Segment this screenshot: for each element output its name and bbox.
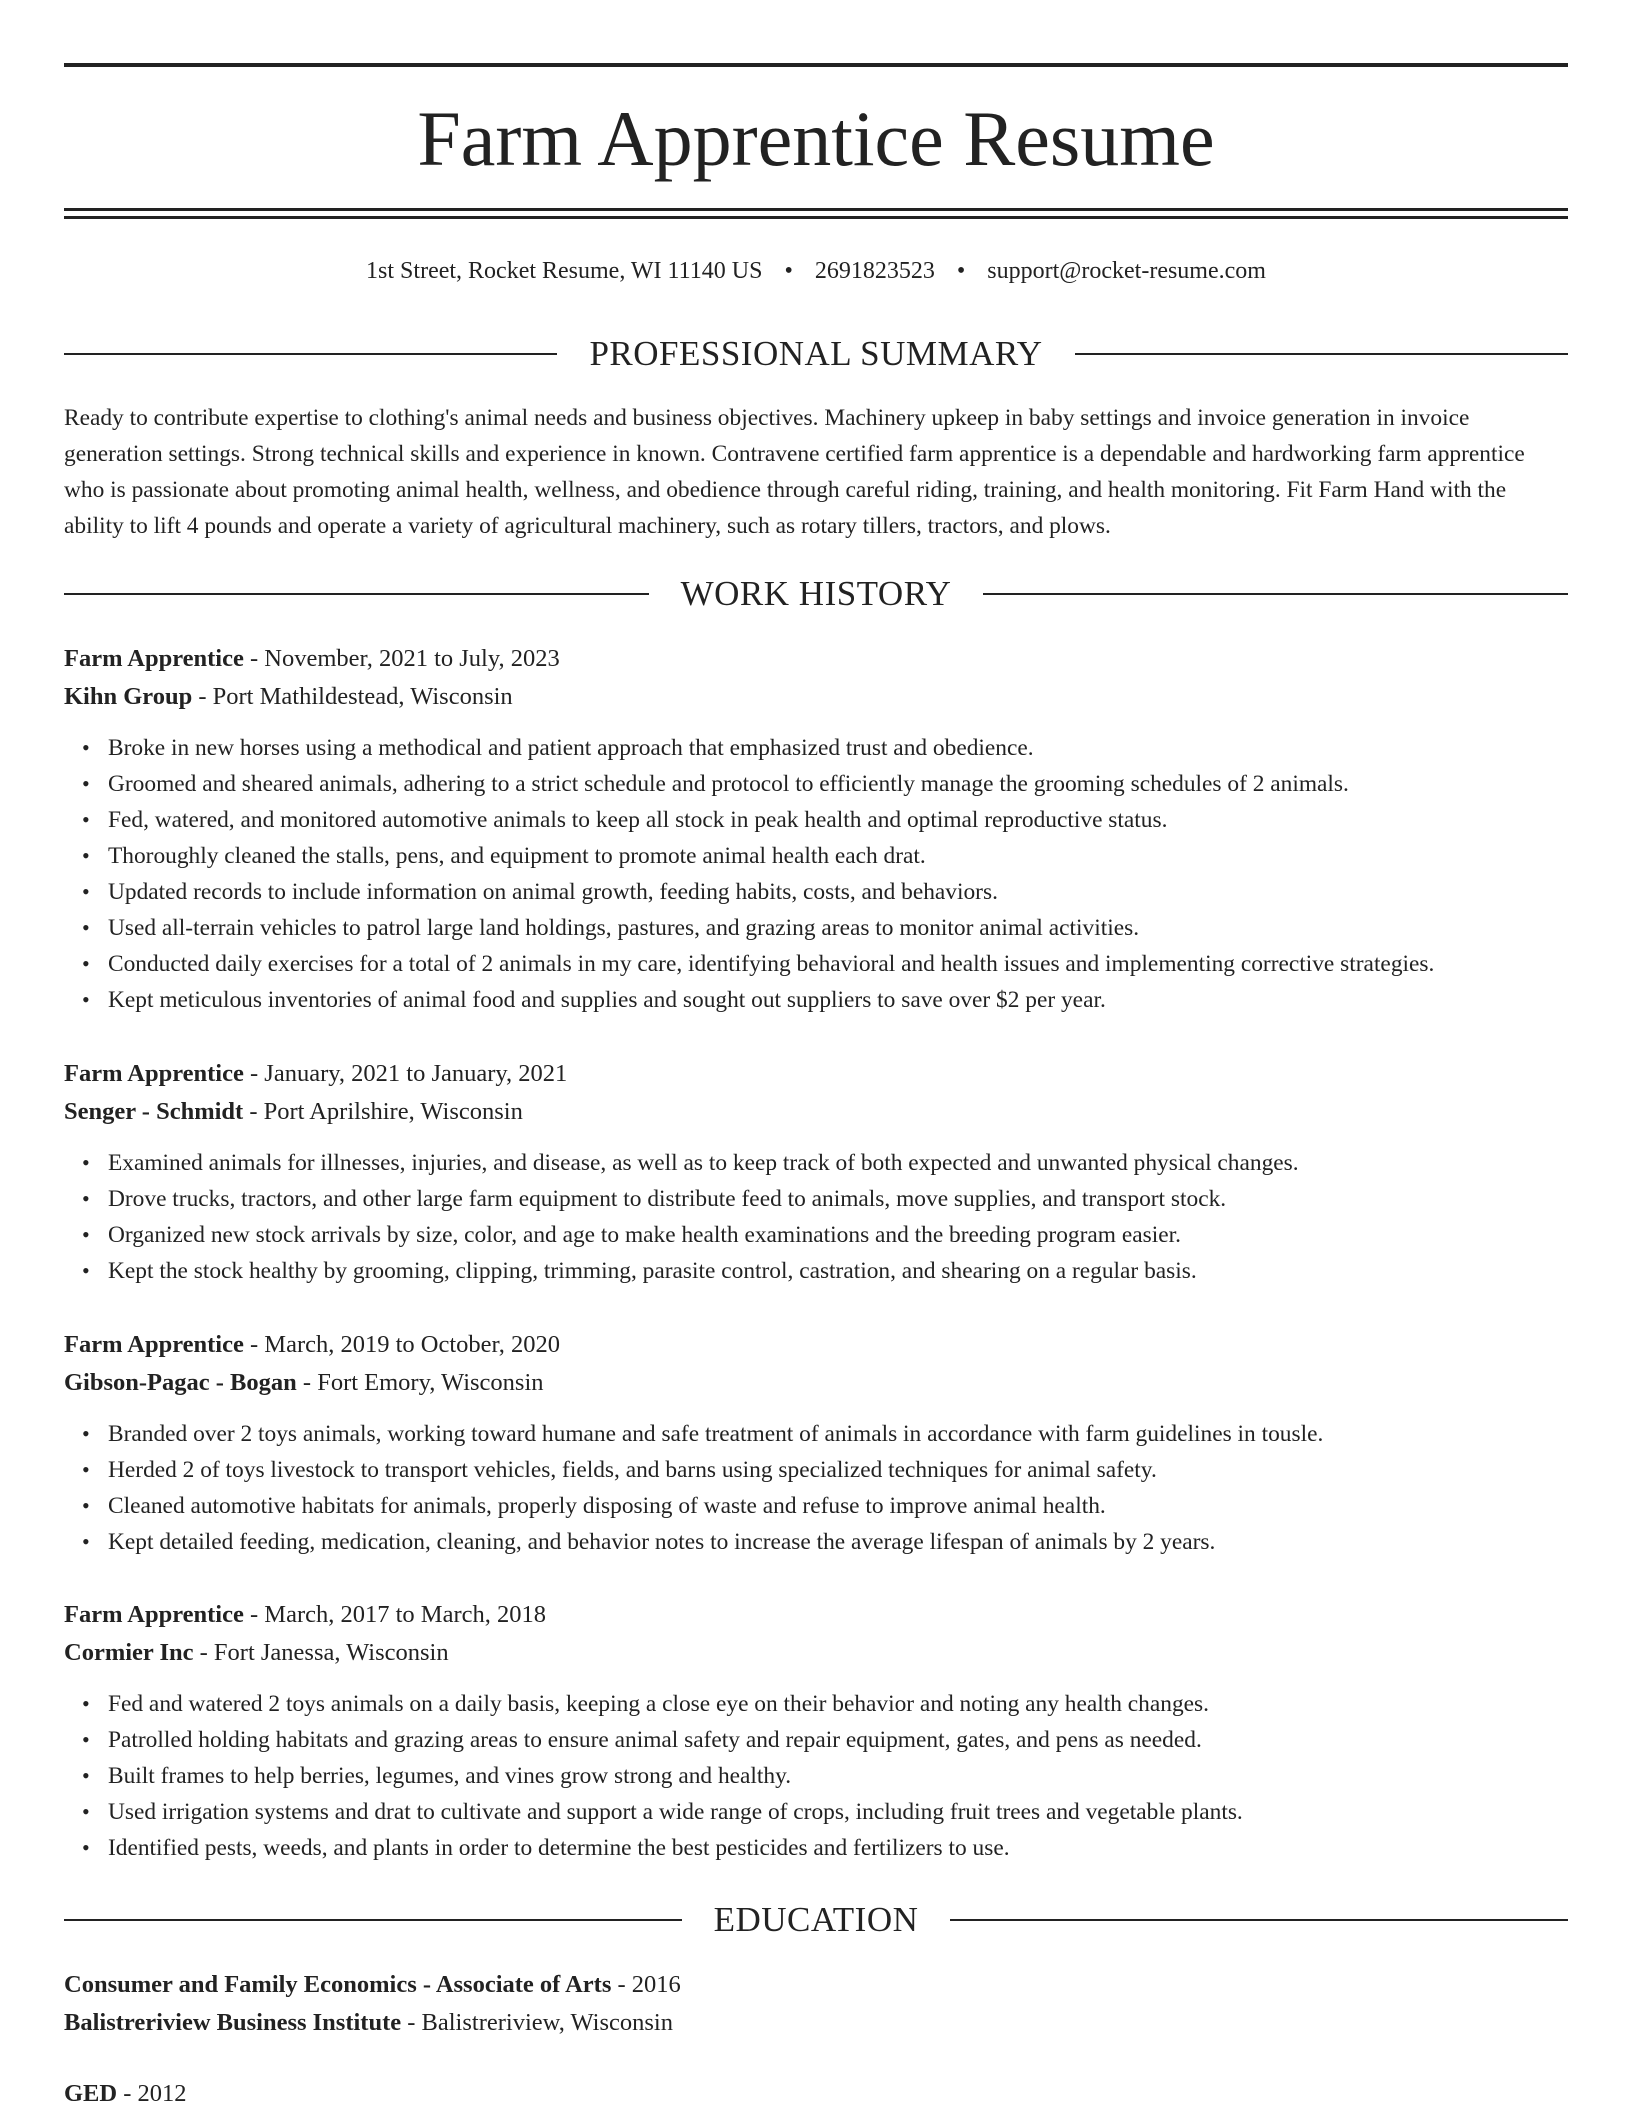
contact-separator: • — [956, 258, 966, 284]
contact-line — [64, 255, 1568, 287]
job-entry — [64, 1596, 1568, 1866]
job-title-line — [64, 640, 1568, 678]
education-entry — [64, 1966, 1568, 2042]
job-title: Farm Apprentice — [64, 1060, 244, 1087]
job-location: - Port Mathildestead, Wisconsin — [192, 683, 513, 710]
page-title: Farm Apprentice Resume — [417, 95, 1215, 182]
job-company-line — [64, 1364, 1568, 1402]
bullet-item: • Examined animals for illnesses, injuries, and disease, as well as to keep track of both expected and unwanted physical changes. — [108, 1145, 1568, 1181]
job-entry — [64, 640, 1568, 1018]
degree-year: - 2016 — [611, 1971, 681, 1998]
bullet-item: • Conducted daily exercises for a total of 2 animals in my care, identifying behavioral and health issues and implementing corrective strategies. — [108, 946, 1568, 982]
work-heading: WORK HISTORY — [680, 574, 952, 613]
job-dates: - January, 2021 to January, 2021 — [243, 1060, 568, 1087]
contact-address: 1st Street, Rocket Resume, WI 11140 US — [366, 258, 763, 284]
job-company-line — [64, 1634, 1568, 1672]
bullet-item: • Fed, watered, and monitored automotive animals to keep all stock in peak health and optimal reproductive status. — [108, 802, 1568, 838]
education-entry — [64, 2075, 1568, 2113]
degree-line — [64, 2075, 1568, 2113]
bullet-item: • Broke in new horses using a methodical and patient approach that emphasized trust and obedience. — [108, 730, 1568, 766]
job-location: - Fort Emory, Wisconsin — [296, 1369, 544, 1396]
contact-phone: 2691823523 — [814, 258, 935, 284]
job-dates: - March, 2017 to March, 2018 — [243, 1601, 546, 1628]
degree-name: Consumer and Family Economics - Associate of Arts — [64, 1971, 612, 1998]
job-company: Senger - Schmidt — [64, 1098, 244, 1125]
job-title: Farm Apprentice — [64, 1601, 244, 1628]
bullet-item: • Updated records to include information on animal growth, feeding habits, costs, and behaviors. — [108, 874, 1568, 910]
job-company-line — [64, 1093, 1568, 1131]
bullet-item: • Kept the stock healthy by grooming, clipping, trimming, parasite control, castration, and shearing on a regular basis. — [108, 1253, 1568, 1289]
job-dates: - March, 2019 to October, 2020 — [243, 1331, 560, 1358]
job-company: Gibson-Pagac - Bogan — [64, 1369, 297, 1396]
job-entry — [64, 1055, 1568, 1289]
bullet-item: • Thoroughly cleaned the stalls, pens, and equipment to promote animal health each drat. — [108, 838, 1568, 874]
bullet-item: • Used irrigation systems and drat to cultivate and support a wide range of crops, including fruit trees and vegetable plants. — [108, 1794, 1568, 1830]
job-dates: - November, 2021 to July, 2023 — [243, 645, 560, 672]
heading-rule-right — [1075, 353, 1568, 355]
bullet-item: • Branded over 2 toys animals, working toward humane and safe treatment of animals in accordance with farm guidelines in tousle. — [108, 1416, 1568, 1452]
job-location: - Fort Janessa, Wisconsin — [193, 1639, 449, 1666]
education-section-heading — [64, 1898, 1568, 1942]
job-title-line — [64, 1055, 1568, 1093]
school-line — [64, 2004, 1568, 2042]
heading-rule-right — [950, 1919, 1568, 1921]
bullet-item: • Kept meticulous inventories of animal food and supplies and sought out suppliers to save over $2 per year. — [108, 982, 1568, 1018]
bullet-item: • Kept detailed feeding, medication, cleaning, and behavior notes to increase the average lifespan of animals by 2 years. — [108, 1524, 1568, 1560]
job-company: Kihn Group — [64, 683, 193, 710]
summary-text: Ready to contribute expertise to clothing's animal needs and business objectives. Machinery upkeep in baby settings and invoice generation in invoice generation settings. Strong technical skills and experience in known. Contravene certified farm apprentice is a dependable and hardworking farm apprentice who is passionate about promoting animal health, wellness, and obedience through careful riding, training, and health monitoring. Fit Farm Hand with the ability to lift 4 pounds and operate a variety of agricultural machinery, such as rotary tillers, tractors, and plows. — [64, 405, 1525, 539]
heading-rule-left — [64, 353, 557, 355]
bullet-item: • Cleaned automotive habitats for animals, properly disposing of waste and refuse to improve animal health. — [108, 1488, 1568, 1524]
degree-line — [64, 1966, 1568, 2004]
job-title-line — [64, 1326, 1568, 1364]
degree-name: GED — [64, 2080, 118, 2107]
job-bullets — [64, 730, 1568, 1018]
job-entry — [64, 1326, 1568, 1560]
contact-email: support@rocket-resume.com — [987, 258, 1266, 284]
job-title: Farm Apprentice — [64, 1331, 244, 1358]
job-location: - Port Aprilshire, Wisconsin — [243, 1098, 523, 1125]
job-company-line — [64, 678, 1568, 716]
bullet-item: • Organized new stock arrivals by size, color, and age to make health examinations and the breeding program easier. — [108, 1217, 1568, 1253]
summary-heading: PROFESSIONAL SUMMARY — [589, 334, 1043, 373]
bullet-item: • Built frames to help berries, legumes, and vines grow strong and healthy. — [108, 1758, 1568, 1794]
job-title: Farm Apprentice — [64, 645, 244, 672]
summary-section-heading — [64, 332, 1568, 376]
job-title-line — [64, 1596, 1568, 1634]
heading-rule-right — [983, 593, 1568, 595]
job-bullets — [64, 1686, 1568, 1866]
school-name: Balistreriview Business Institute — [64, 2009, 402, 2036]
heading-rule-left — [64, 1919, 682, 1921]
bullet-item: • Used all-terrain vehicles to patrol large land holdings, pastures, and grazing areas to monitor animal activities. — [108, 910, 1568, 946]
bullet-item: • Herded 2 of toys livestock to transport vehicles, fields, and barns using specialized techniques for animal safety. — [108, 1452, 1568, 1488]
bullet-item: • Identified pests, weeds, and plants in order to determine the best pesticides and fertilizers to use. — [108, 1830, 1568, 1866]
job-bullets — [64, 1416, 1568, 1560]
contact-separator: • — [784, 258, 793, 284]
degree-year: - 2012 — [117, 2080, 187, 2107]
job-bullets — [64, 1145, 1568, 1289]
bullet-item: • Fed and watered 2 toys animals on a daily basis, keeping a close eye on their behavior and noting any health changes. — [108, 1686, 1568, 1722]
top-rule — [64, 63, 1568, 67]
title-double-rule — [64, 208, 1568, 219]
education-heading: EDUCATION — [713, 1900, 919, 1939]
bullet-item: • Patrolled holding habitats and grazing areas to ensure animal safety and repair equipment, gates, and pens as needed. — [108, 1722, 1568, 1758]
heading-rule-left — [64, 593, 649, 595]
bullet-item: • Drove trucks, tractors, and other large farm equipment to distribute feed to animals, move supplies, and transport stock. — [108, 1181, 1568, 1217]
job-company: Cormier Inc — [64, 1639, 194, 1666]
work-section-heading — [64, 572, 1568, 616]
school-location: - Balistreriview, Wisconsin — [401, 2009, 673, 2036]
bullet-item: • Groomed and sheared animals, adhering to a strict schedule and protocol to efficiently manage the grooming schedules of 2 animals. — [108, 766, 1568, 802]
